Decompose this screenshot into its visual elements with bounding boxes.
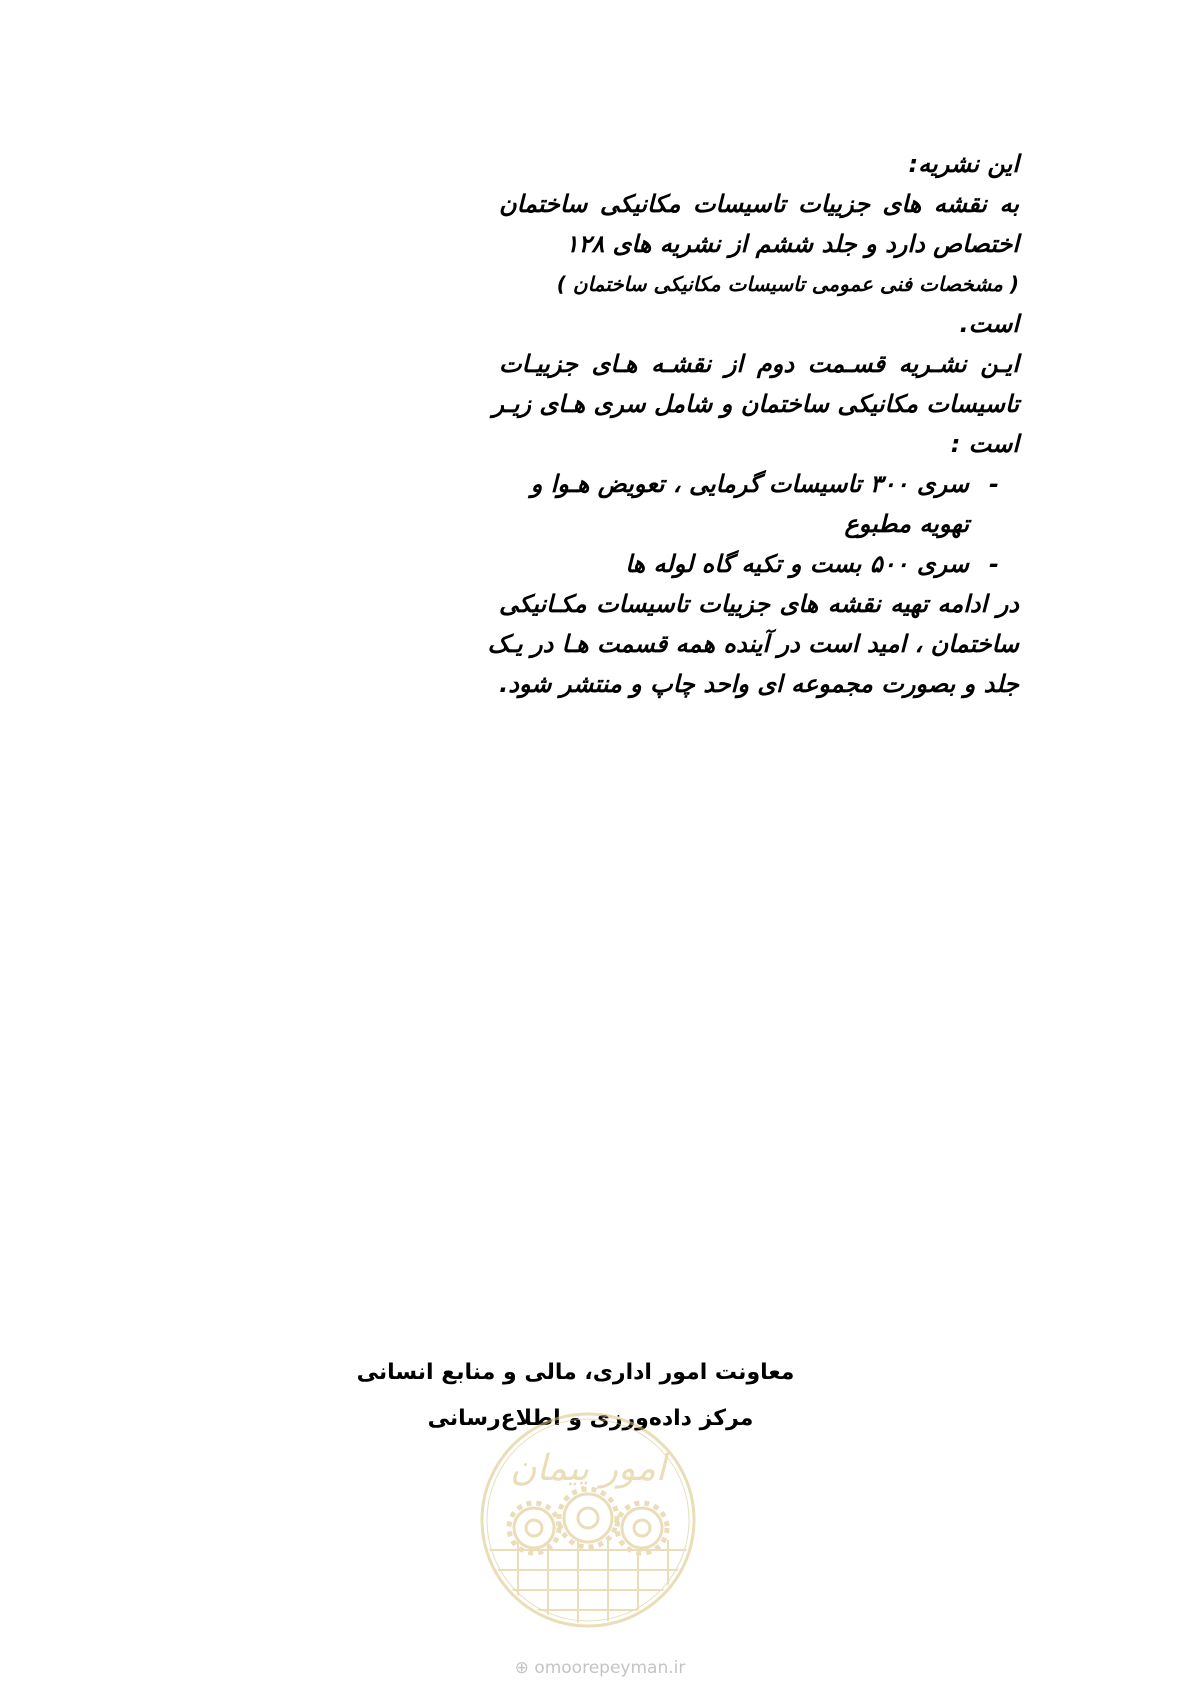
closing-line-1: در ادامه تهیه نقشه های جزییات تاسیسات مکـانیکی — [499, 590, 1019, 618]
bullet-item-500 — [499, 544, 1019, 584]
bullet-300-line-1: سری ۳۰۰ تاسیسات گرمایی ، تعویض هـوا و — [530, 470, 969, 498]
publisher-department: معاونت امور اداری، مالی و منابع انسانی — [356, 1360, 795, 1385]
intro-line-5: ایـن نشـریه قسـمت دوم از نقشـه هـای جزییـات — [499, 350, 1019, 378]
bullet-item-300 — [499, 464, 1019, 544]
intro-line-1: به نقشه های جزییات تاسیسات مکانیکی ساختمان — [499, 190, 1019, 218]
intro-line-6: تاسیسات مکانیکی ساختمان و شامل سری هـای زیـر — [492, 390, 1019, 418]
bullet-dash: - — [989, 550, 999, 578]
intro-line-3: ( مشخصات فنی عمومی تاسیسات مکانیکی ساختمان ) — [556, 272, 1019, 296]
closing-line-3: جلد و بصورت مجموعه ای واحد چاپ و منتشر شود. — [499, 670, 1019, 698]
bullet-dash: - — [989, 470, 999, 498]
bullet-300-line-2: تهویه مطبوع — [844, 510, 969, 538]
intro-heading: این نشریه: — [908, 150, 1019, 178]
watermark-seal-text: امور پیمان — [510, 1448, 666, 1489]
watermark-seal — [478, 1410, 698, 1630]
intro-text-block — [487, 144, 1019, 704]
closing-line-2: ساختمان ، امید است در آینده همه قسمت هـا در یـک — [487, 630, 1019, 658]
intro-line-4: است. — [959, 310, 1019, 338]
publisher-center: مرکز داده‌ورزی و اطلاع‌رسانی — [427, 1406, 754, 1431]
bullet-500-line-1: سری ۵۰۰ بست و تکیه گاه لوله ها — [625, 550, 969, 578]
intro-line-2: اختصاص دارد و جلد ششم از نشریه های ۱۲۸ — [565, 230, 1019, 258]
intro-line-7: است : — [950, 430, 1019, 458]
globe-icon: ⊕ — [514, 1658, 529, 1678]
watermark-site-text: ⊕ omoorepeyman.ir — [514, 1658, 686, 1678]
